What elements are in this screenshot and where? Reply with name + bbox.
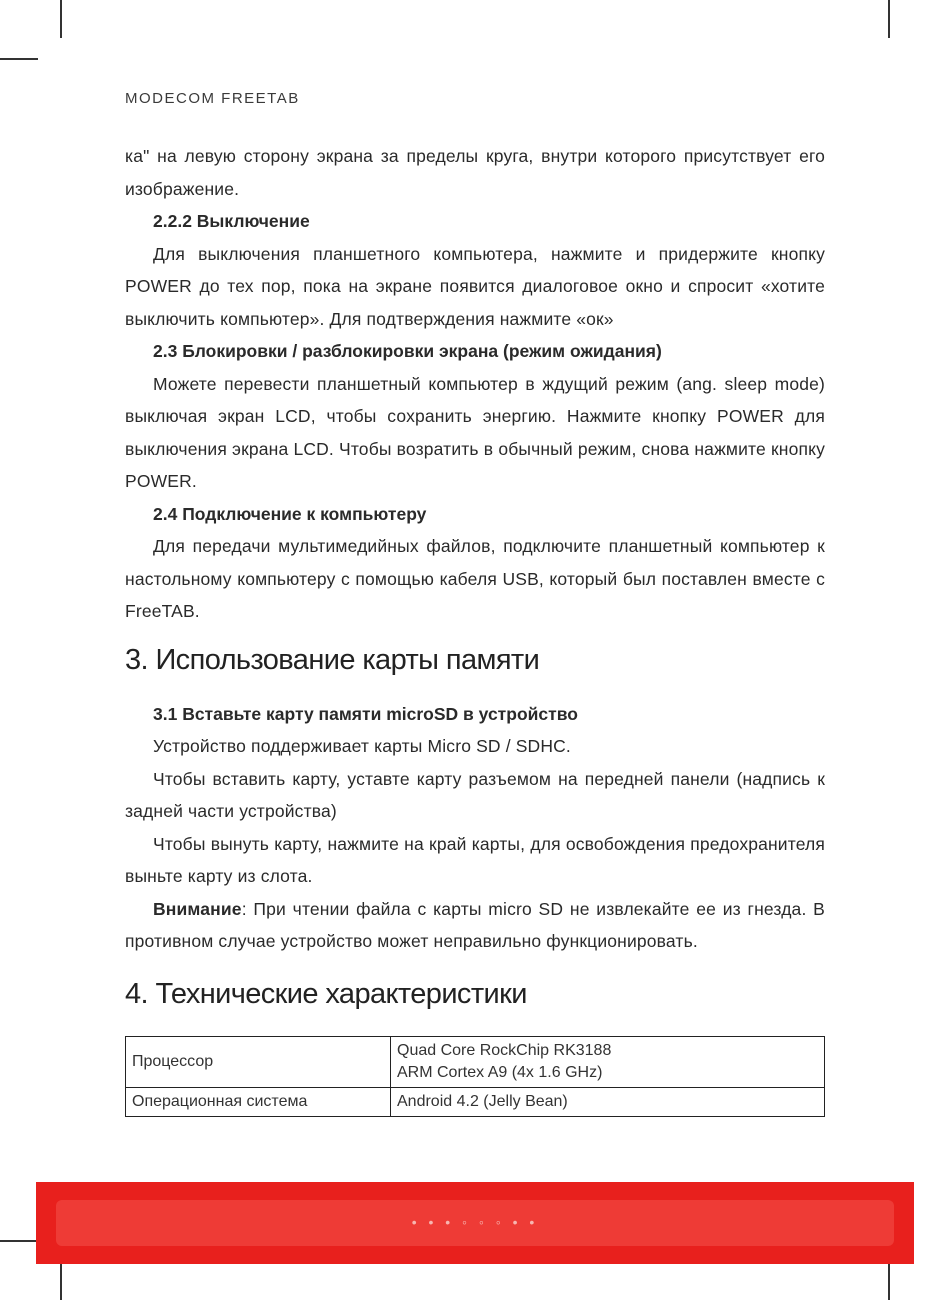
- spec-label-cell: Процессор: [126, 1036, 391, 1087]
- crop-mark-bottom-right-v: [888, 1262, 890, 1300]
- crop-mark-top-left-h: [0, 58, 38, 60]
- heading-2-2-2: 2.2.2 Выключение: [153, 211, 310, 231]
- spec-value-line: ARM Cortex A9 (4x 1.6 GHz): [397, 1063, 603, 1081]
- crop-mark-bottom-left-h: [0, 1240, 38, 1242]
- specs-table: [125, 1036, 825, 1117]
- warning-text: : При чтении файла с карты micro SD не извлекайте ее из гнезда. В противном случае устройство может неправильно функционировать.: [125, 898, 825, 951]
- paragraph-usb-connection: Для передачи мультимедийных файлов, подключите планшетный компьютер к настольному компьютеру с помощью кабеля USB, который был поставлен вместе с FreeTAB.: [125, 536, 825, 621]
- paragraph-continuation: ка" на левую сторону экрана за пределы круга, внутри которого присутствует его изображение.: [125, 146, 825, 199]
- spec-value-line: Quad Core RockChip RK3188: [397, 1041, 612, 1059]
- spec-label-cell: Операционная система: [126, 1087, 391, 1116]
- spec-value-cell: Android 4.2 (Jelly Bean): [391, 1087, 825, 1116]
- paragraph-remove-card: Чтобы вынуть карту, нажмите на край карты, для освобождения предохранителя выньте карту из слота.: [125, 833, 825, 886]
- warning-label: Внимание: [153, 898, 242, 919]
- paragraph-card-support: Устройство поддерживает карты Micro SD / SDHC.: [153, 736, 571, 756]
- section-3-title: 3. Использование карты памяти: [125, 643, 540, 676]
- crop-mark-top-left-v: [60, 0, 62, 38]
- footer-band: [36, 1182, 914, 1264]
- heading-3-1: 3.1 Вставьте карту памяти microSD в устройство: [153, 703, 578, 724]
- paragraph-insert-card: Чтобы вставить карту, уставте карту разъемом на передней панели (надпись к задней части устройства): [125, 768, 825, 821]
- heading-2-4: 2.4 Подключение к компьютеру: [153, 503, 427, 524]
- paragraph-shutdown: Для выключения планшетного компьютера, нажмите и придержите кнопку POWER до тех пор, пока на экране появится диалоговое окно и спросит «хотите выключить компьютер». Для подтверждения нажмите «ок»: [125, 243, 825, 329]
- footer-decoration: • • • ◦ ◦ ◦ • •: [411, 1214, 539, 1230]
- table-row: [126, 1087, 825, 1116]
- section-4-title: 4. Технические характеристики: [125, 977, 527, 1010]
- page-content: [125, 140, 825, 1117]
- spec-value-cell: [391, 1036, 825, 1087]
- crop-mark-top-right-v: [888, 0, 890, 38]
- paragraph-sleep-mode: Можете перевести планшетный компьютер в ждущий режим (ang. sleep mode) выключая экран LCD, чтобы сохранить энергию. Нажмите кнопку POWER для выключения экрана LCD. Чтобы возратить в обычный режим, снова нажмите кнопку POWER.: [125, 373, 825, 491]
- footer-inner-panel: [56, 1200, 894, 1246]
- paragraph-warning: [125, 893, 825, 958]
- table-row: [126, 1036, 825, 1087]
- running-header: MODECOM FREETAB: [125, 90, 300, 107]
- heading-2-3: 2.3 Блокировки / разблокировки экрана (режим ожидания): [153, 341, 662, 361]
- crop-mark-bottom-left-v: [60, 1262, 62, 1300]
